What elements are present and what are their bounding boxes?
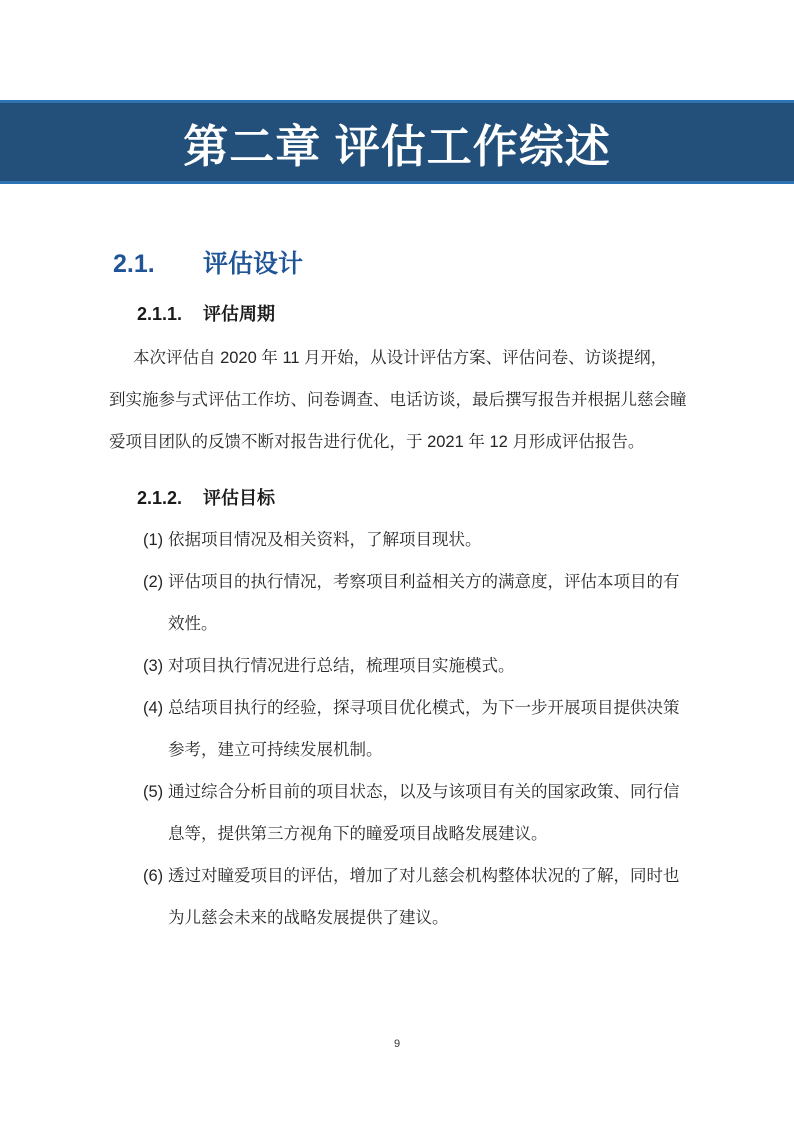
list-item-text: 对项目执行情况进行总结，梳理项目实施模式。	[168, 657, 515, 675]
list-item	[143, 855, 683, 939]
list-item-marker: (4)	[143, 699, 164, 717]
paragraph-line: 到实施参与式评估工作坊、问卷调查、电话访谈，最后撰写报告并根据儿慈会瞳	[109, 391, 687, 409]
list-item-text: 透过对瞳爱项目的评估，增加了对儿慈会机构整体状况的了解，同时也 为儿慈会未来的战略发展提供了建议。	[168, 867, 680, 927]
subsection-heading-goal	[137, 486, 275, 510]
list-item-text: 评估项目的执行情况，考察项目利益相关方的满意度，评估本项目的有 效性。	[168, 573, 680, 633]
section-number: 2.1.	[113, 250, 155, 278]
list-item-marker: (6)	[143, 867, 164, 885]
section-title: 评估设计	[203, 250, 304, 278]
list-item	[143, 645, 683, 687]
list-item	[143, 687, 683, 771]
page-footer	[0, 1038, 794, 1050]
paragraph-line: 爱项目团队的反馈不断对报告进行优化，于 2021 年 12 月形成评估报告。	[109, 433, 645, 451]
page-number: 9	[393, 1038, 401, 1050]
paragraph-line: 本次评估自 2020 年 11 月开始，从设计评估方案、评估问卷、访谈提纲，	[133, 349, 668, 367]
list-item	[143, 519, 683, 561]
subsection-number: 2.1.1.	[137, 304, 183, 324]
subsection-title: 评估目标	[203, 488, 275, 508]
list-item-text: 依据项目情况及相关资料，了解项目现状。	[168, 531, 482, 549]
list-item-marker: (5)	[143, 783, 164, 801]
objectives-list	[143, 519, 683, 939]
list-item-text: 总结项目执行的经验，探寻项目优化模式，为下一步开展项目提供决策 参考，建立可持续发展机制。	[168, 699, 680, 759]
list-item-marker: (1)	[143, 531, 164, 549]
list-item	[143, 771, 683, 855]
subsection-number: 2.1.2.	[137, 488, 183, 508]
evaluation-period-paragraph	[109, 337, 687, 463]
section-heading	[113, 247, 303, 281]
list-item-marker: (3)	[143, 657, 164, 675]
list-item-marker: (2)	[143, 573, 164, 591]
subsection-heading-period	[137, 302, 275, 326]
chapter-title: 第二章 评估工作综述	[183, 120, 611, 172]
list-item-text: 通过综合分析目前的项目状态，以及与该项目有关的国家政策、同行信 息等，提供第三方视角下的瞳爱项目战略发展建议。	[168, 783, 680, 843]
list-item	[143, 561, 683, 645]
subsection-title: 评估周期	[203, 304, 275, 324]
chapter-banner	[0, 100, 794, 184]
